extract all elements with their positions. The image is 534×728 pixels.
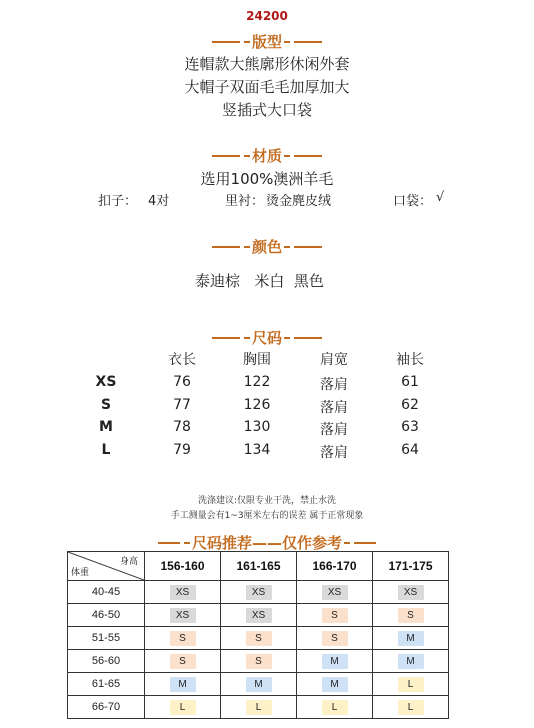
size-row xyxy=(0,374,534,394)
header-shoulder: 肩宽 xyxy=(320,352,348,368)
size-recommendation-table xyxy=(67,551,449,719)
size-badge: M xyxy=(398,654,424,669)
weight-cell: 46-50 xyxy=(68,604,145,627)
pocket-label: 口袋： xyxy=(393,194,433,209)
recommendation-cell xyxy=(373,581,449,604)
size-badge: S xyxy=(246,631,272,646)
title-dash-left xyxy=(244,41,250,43)
pocket-value: √ xyxy=(436,190,445,205)
size-row xyxy=(0,442,534,462)
title-dash-left xyxy=(212,337,240,339)
material-title-text: 材质 xyxy=(251,147,282,165)
title-dash-right xyxy=(354,542,376,544)
size-label: XS xyxy=(95,374,117,390)
size-badge: S xyxy=(322,631,348,646)
weight-axis-label: 体重 xyxy=(71,567,90,577)
recommendation-cell xyxy=(145,627,221,650)
title-dash-left xyxy=(244,246,250,248)
size-badge: M xyxy=(322,677,348,692)
size-cell: 落肩 xyxy=(320,377,348,393)
title-dash-left xyxy=(212,41,240,43)
color-item: 黑色 xyxy=(293,272,324,290)
height-header: 156-160 xyxy=(145,552,221,581)
recommendation-row xyxy=(68,627,449,650)
size-row xyxy=(0,397,534,417)
size-cell: 落肩 xyxy=(320,400,348,416)
measure-note: 手工测量会有1~3厘米左右的误差 属于正常现象 xyxy=(170,511,364,521)
material-line: 选用100%澳洲羊毛 xyxy=(200,170,334,188)
corner-cell xyxy=(68,552,145,581)
recommendation-cell xyxy=(145,696,221,719)
size-cell: 64 xyxy=(401,442,419,458)
weight-cell: 61-65 xyxy=(68,673,145,696)
title-dash-right xyxy=(294,337,322,339)
size-table-header xyxy=(0,349,534,369)
recommendation-cell xyxy=(297,650,373,673)
size-badge: L xyxy=(170,700,196,715)
header-length: 衣长 xyxy=(168,352,196,368)
recommendation-cell xyxy=(373,673,449,696)
weight-cell: 66-70 xyxy=(68,696,145,719)
title-dash-left xyxy=(212,155,240,157)
size-cell: 126 xyxy=(243,397,271,413)
header-chest: 胸围 xyxy=(243,352,271,368)
header-sleeve: 袖长 xyxy=(396,352,424,368)
title-dash-right xyxy=(294,41,322,43)
title-dash-right xyxy=(284,246,290,248)
color-item: 米白 xyxy=(254,272,285,290)
size-badge: XS xyxy=(398,585,424,600)
recommendation-row xyxy=(68,604,449,627)
size-badge: S xyxy=(246,654,272,669)
buttons-value: 4对 xyxy=(148,194,170,209)
size-badge: XS xyxy=(170,608,196,623)
size-cell: 130 xyxy=(243,419,271,435)
size-badge: L xyxy=(398,677,424,692)
recommendation-row xyxy=(68,650,449,673)
lining-label: 里衬： xyxy=(225,194,265,209)
size-badge: XS xyxy=(170,585,196,600)
recommendation-cell xyxy=(373,604,449,627)
size-badge: S xyxy=(322,608,348,623)
title-dash-left xyxy=(244,337,250,339)
size-badge: L xyxy=(322,700,348,715)
size-cell: 落肩 xyxy=(320,422,348,438)
size-badge: XS xyxy=(322,585,348,600)
size-cell: 62 xyxy=(401,397,419,413)
size-badge: M xyxy=(322,654,348,669)
recommendation-cell xyxy=(297,696,373,719)
size-badge: S xyxy=(170,631,196,646)
size-badge: XS xyxy=(246,585,272,600)
color-title-text: 颜色 xyxy=(251,238,282,256)
title-dash-right xyxy=(344,542,350,544)
size-cell: 76 xyxy=(173,374,191,390)
size-badge: M xyxy=(170,677,196,692)
size-badge: M xyxy=(398,631,424,646)
recommendation-cell xyxy=(297,604,373,627)
size-cell: 77 xyxy=(173,397,191,413)
wash-note: 洗涤建议:仅限专业干洗，禁止水洗 xyxy=(197,496,337,506)
size-badge: S xyxy=(398,608,424,623)
style-line-1: 连帽款大熊廓形休闲外套 xyxy=(184,55,350,73)
size-row xyxy=(0,419,534,439)
size-title-text: 尺码 xyxy=(251,329,282,347)
recommendation-title xyxy=(0,532,534,553)
product-code: 24200 xyxy=(246,9,288,23)
size-cell: 122 xyxy=(243,374,271,390)
recommendation-cell xyxy=(221,604,297,627)
size-badge: XS xyxy=(246,608,272,623)
recommendation-row xyxy=(68,696,449,719)
size-cell: 134 xyxy=(243,442,271,458)
style-section-title xyxy=(0,31,534,52)
height-header: 166-170 xyxy=(297,552,373,581)
recommendation-cell xyxy=(221,696,297,719)
size-label: M xyxy=(99,419,113,435)
recommendation-cell xyxy=(145,650,221,673)
size-cell: 79 xyxy=(173,442,191,458)
title-dash-left xyxy=(184,542,190,544)
title-dash-left xyxy=(158,542,180,544)
recommendation-cell xyxy=(297,581,373,604)
weight-cell: 40-45 xyxy=(68,581,145,604)
recommendation-row xyxy=(68,581,449,604)
recommendation-cell xyxy=(373,650,449,673)
recommendation-cell xyxy=(373,627,449,650)
size-cell: 78 xyxy=(173,419,191,435)
recommendation-cell xyxy=(145,673,221,696)
title-dash-left xyxy=(212,246,240,248)
recommendation-cell xyxy=(221,650,297,673)
lining-value: 烫金麂皮绒 xyxy=(266,194,332,209)
size-label: L xyxy=(101,442,111,458)
size-badge: L xyxy=(246,700,272,715)
color-list xyxy=(195,270,324,291)
color-section-title xyxy=(0,236,534,257)
recommendation-header-row xyxy=(68,552,449,581)
recommendation-title-text: 尺码推荐——仅作参考 xyxy=(191,534,342,552)
material-section-title xyxy=(0,145,534,166)
title-dash-right xyxy=(294,246,322,248)
style-line-2: 大帽子双面毛毛加厚加大 xyxy=(184,78,350,96)
recommendation-cell xyxy=(221,627,297,650)
size-cell: 63 xyxy=(401,419,419,435)
recommendation-cell xyxy=(297,627,373,650)
recommendation-cell xyxy=(145,581,221,604)
recommendation-row xyxy=(68,673,449,696)
size-cell: 落肩 xyxy=(320,445,348,461)
color-item: 泰迪棕 xyxy=(195,272,241,290)
title-dash-right xyxy=(284,41,290,43)
title-dash-right xyxy=(284,155,290,157)
size-cell: 61 xyxy=(401,374,419,390)
weight-cell: 51-55 xyxy=(68,627,145,650)
size-badge: M xyxy=(246,677,272,692)
height-axis-label: 身高 xyxy=(119,556,138,566)
title-dash-right xyxy=(294,155,322,157)
size-badge: S xyxy=(170,654,196,669)
recommendation-cell xyxy=(221,673,297,696)
recommendation-cell xyxy=(373,696,449,719)
height-header: 171-175 xyxy=(373,552,449,581)
size-badge: L xyxy=(398,700,424,715)
title-dash-right xyxy=(284,337,290,339)
recommendation-cell xyxy=(297,673,373,696)
size-section-title xyxy=(0,327,534,348)
recommendation-cell xyxy=(221,581,297,604)
weight-cell: 56-60 xyxy=(68,650,145,673)
size-label: S xyxy=(100,397,112,413)
height-header: 161-165 xyxy=(221,552,297,581)
style-line-3: 竖插式大口袋 xyxy=(221,101,312,119)
buttons-label: 扣子： xyxy=(98,194,138,209)
title-dash-left xyxy=(244,155,250,157)
style-title-text: 版型 xyxy=(251,33,282,51)
recommendation-cell xyxy=(145,604,221,627)
